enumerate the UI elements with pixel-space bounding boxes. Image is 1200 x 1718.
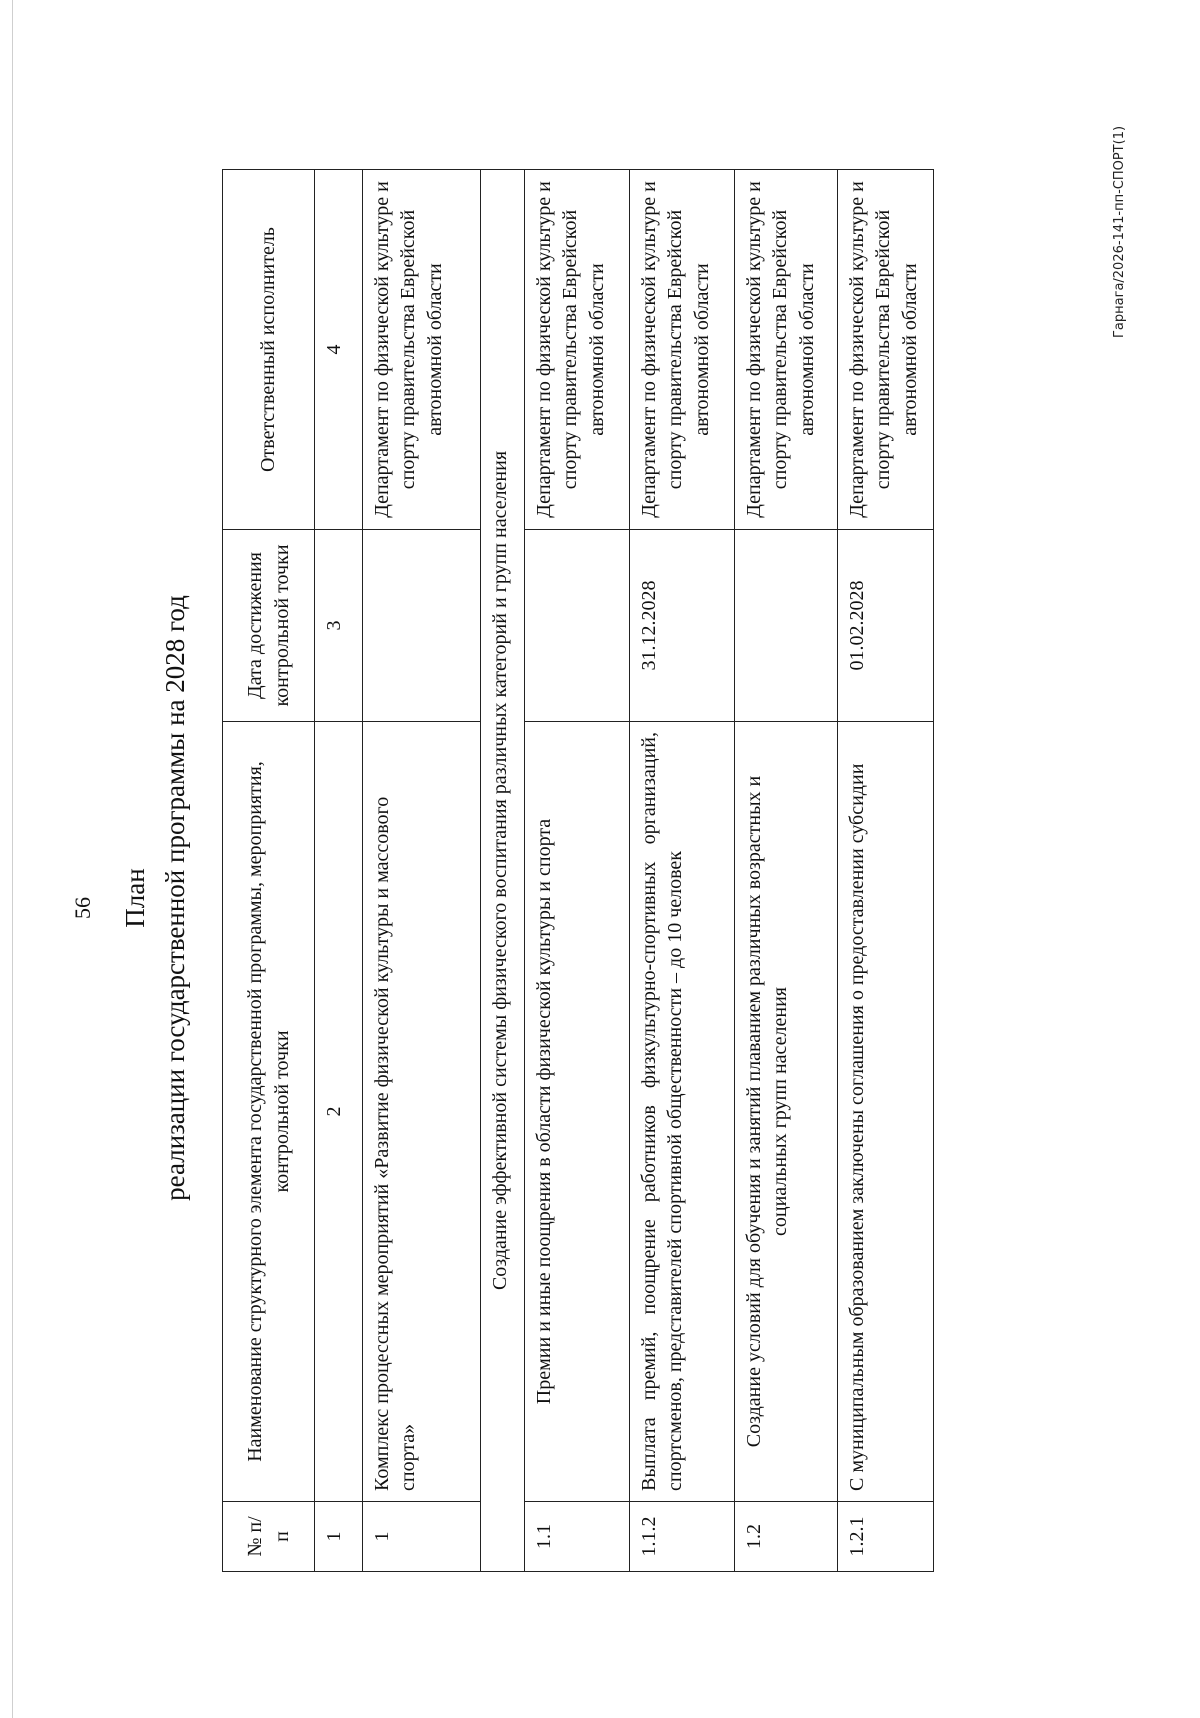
row-name: С муниципальным образованием заключены соглашения о предоставлении субсидии [838,722,934,1502]
row-responsible: Департамент по физической культуре и спорту правительства Еврейской автономной области [363,170,481,530]
plan-table [222,169,934,1572]
row-num: 1.1 [525,1502,630,1572]
row-date [735,530,838,722]
row-num: 1.1.2 [630,1502,735,1572]
row-date [525,530,630,722]
table-row [735,170,838,1572]
row-responsible: Департамент по физической культуре и спорту правительства Еврейской автономной области [838,170,934,530]
table-row [363,170,481,1572]
row-date: 31.12.2028 [630,530,735,722]
row-num: 1.2 [735,1502,838,1572]
row-name: Выплата премий, поощрение работников физкультурно-спортивных организаций, спортсменов, представителей спортивной общественности – до 10 человек [630,722,735,1502]
column-index-3: 3 [315,530,363,722]
section-title: Создание эффективной системы физического воспитания различных категорий и групп населения [481,170,525,1572]
row-num: 1 [363,1502,481,1572]
column-index-2: 2 [315,722,363,1502]
table-row [525,170,630,1572]
row-date [363,530,481,722]
header-responsible: Ответственный исполнитель [223,170,315,530]
header-name: Наименование структурного элемента государственной программы, мероприятия, контрольной точки [223,722,315,1502]
row-date: 01.02.2028 [838,530,934,722]
header-date: Дата достижения контрольной точки [223,530,315,722]
document-footer-stamp: Гарнага/2026-141-пп-СПОРТ(1) [1112,125,1127,338]
row-name: Премии и иные поощрения в области физической культуры и спорта [525,722,630,1502]
column-index-row [315,170,363,1572]
page-number: 56 [70,897,95,919]
table-row [630,170,735,1572]
column-index-4: 4 [315,170,363,530]
table-header-row [223,170,315,1572]
document-title: План [120,868,150,928]
column-index-1: 1 [315,1502,363,1572]
row-responsible: Департамент по физической культуре и спорту правительства Еврейской автономной области [525,170,630,530]
row-responsible: Департамент по физической культуре и спорту правительства Еврейской автономной области [630,170,735,530]
table-row [838,170,934,1572]
row-responsible: Департамент по физической культуре и спорту правительства Еврейской автономной области [735,170,838,530]
document-subtitle: реализации государственной программы на 2028 год [160,595,190,1201]
row-name: Комплекс процессных мероприятий «Развитие физической культуры и массового спорта» [363,722,481,1502]
row-num: 1.2.1 [838,1502,934,1572]
row-name: Создание условий для обучения и занятий плаванием различных возрастных и социальных групп населения [735,722,838,1502]
section-row [481,170,525,1572]
header-num: № п/п [223,1502,315,1572]
